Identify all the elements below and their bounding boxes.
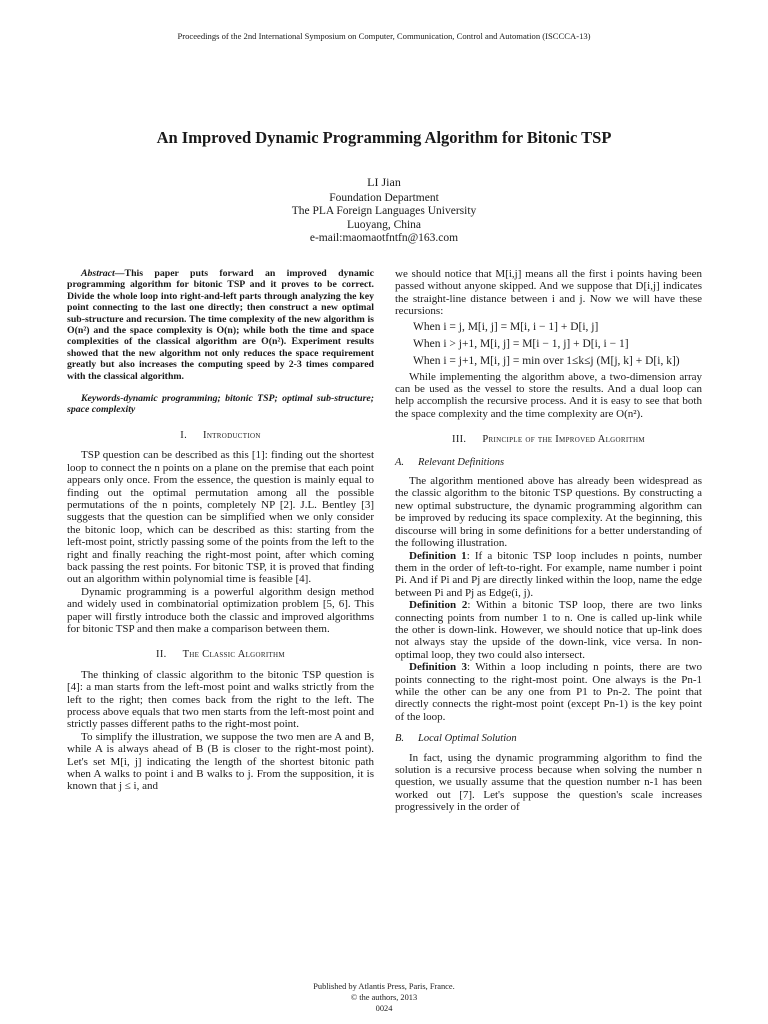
- abstract: [67, 268, 374, 382]
- definition-1-label: Definition 1: [409, 549, 467, 562]
- section-3-heading: [395, 434, 702, 446]
- section-2-paragraph-2: To simplify the illustration, we suppose the two men are A and B, while A is always ahead of B (B is closer to the right-most point). Let's set M[i, j] indicating the length of the shortest bitonic path when A walks to point i and B walks to j. From the supposition, it is known that j ≤ i, and: [67, 730, 374, 793]
- proceedings-header: Proceedings of the 2nd International Symposium on Computer, Communication, Control and Automation (ISCCCA-13): [177, 31, 591, 41]
- recursion-equation-3: When i = j+1, M[i, j] = min over 1≤k≤j (M[j, k] + D[i, k]): [413, 354, 680, 367]
- section-1-number: I.: [180, 429, 188, 441]
- publisher-line: Published by Atlantis Press, Paris, France.: [313, 982, 455, 991]
- definition-2-label: Definition 2: [409, 599, 468, 612]
- subsection-a-heading: [395, 457, 702, 469]
- section-3-paragraph-1: The algorithm mentioned above has already been widespread as the classic algorithm to the bitonic TSP questions. By constructing a new optimal substructure, the dynamic programming algorithm can be improved by reducing its space complexity. At the beginning, this discourse will bring in some definitions for a better understanding of the following illustration.: [395, 475, 702, 550]
- copyright-line: © the authors, 2013: [350, 992, 418, 1002]
- definition-1-text: : If a bitonic TSP loop includes n points, number them in the order of left-to-right. For example, name number i point Pi. And if Pi and Pj are directly linked within the loop, name the edge between Pi and Pj as Edge(i, j).: [395, 549, 702, 599]
- subsection-a-number: A.: [395, 456, 405, 468]
- section-3-title: Principle of the Improved Algorithm: [482, 434, 645, 446]
- right-column: [395, 268, 702, 814]
- abstract-label: Abstract—: [81, 268, 125, 279]
- left-column: [67, 268, 374, 793]
- definition-2-text: : Within a bitonic TSP loop, there are two links connecting points from number 1 to n. One is called up-link while the other is down-link. However, we should notice that up-link does not always stay the upside of the down-link, vice versa. In non-optimal loop, they two could also intersect.: [395, 599, 703, 661]
- author-name: LI Jian: [367, 175, 401, 189]
- section-1-heading: [67, 430, 374, 442]
- continuation-paragraph: we should notice that M[i,j] means all the first i points having been passed without anyone skipped. And we suppose that D[i,j] indicates the straight-line distance between i and j. Now we will have these recursions:: [395, 268, 702, 318]
- definition-2: [395, 599, 702, 661]
- section-1-paragraph-2: Dynamic programming is a powerful algorithm design method and widely used in combinatorial optimization problem [5, 6]. This paper will firstly introduce both the classic and improved algorithms for bitonic TSP and then make a comparison between them.: [67, 585, 374, 635]
- author-organization: The PLA Foreign Languages University: [291, 205, 477, 217]
- recursion-equation-1: When i = j, M[i, j] = M[i, i − 1] + D[i, j]: [413, 320, 599, 333]
- subsection-b-paragraph: In fact, using the dynamic programming algorithm to find the solution is a recursive process because when solving the number n question, we usually assume that the question number n-1 has been worked out [7]. Let's suppose the question's scale increases progressively in the order of: [395, 751, 702, 814]
- page-number: 0024: [375, 1003, 393, 1013]
- definition-3: [395, 661, 702, 723]
- keywords: Keywords-dynamic programming; bitonic TSP; optimal sub-structure; space complexity: [67, 393, 374, 416]
- section-2-number: II.: [156, 649, 167, 661]
- author-city: Luoyang, China: [346, 218, 422, 231]
- page-footer: [0, 982, 768, 1014]
- recursion-equation-2: When i > j+1, M[i, j] = M[i − 1, j] + D[i, i − 1]: [413, 337, 629, 350]
- definition-1: [395, 550, 702, 600]
- section-1-title: Introduction: [203, 429, 261, 441]
- section-1-paragraph-1: TSP question can be described as this [1]: finding out the shortest loop to connect the n points on a plane on the premise that each point appears only once. From the essence, the question is mainly equal to finding out the optimal permutation among all the possible permutations of the n points, completely NP [2]. J.L. Bentley [3] suggests that the question can be simplified when we only consider the bitonic loop, which can be described as this: starting from the left-most point, strictly passing some of the points from the left to the right and finally reaching the right-most point, after which coming back passing the rest points. For bitonic TSP, it is proved that finding out an algorithm within polynomial time is feasible [4].: [67, 449, 374, 586]
- section-2-paragraph-1: The thinking of classic algorithm to the bitonic TSP question is [4]: a man starts from the left-most point and walks strictly from the left to the right; then comes back from the right to the left. The process above equals that two men starts from the left-most point and strictly passes different paths to the right-most point.: [67, 668, 374, 731]
- definition-3-text: : Within a loop including n points, there are two points connecting to the right-most point. One always is the Pn-1 while the other can be any one from P1 to Pn-2. The point that directly connects the right-most point (except Pn-1) is the key point of the loop.: [395, 661, 702, 723]
- author-block: [0, 176, 768, 246]
- definition-3-label: Definition 3: [409, 661, 467, 674]
- subsection-b-heading: [395, 733, 702, 745]
- paper-title: An Improved Dynamic Programming Algorithm for Bitonic TSP: [156, 128, 612, 147]
- section-2-title: The Classic Algorithm: [182, 649, 285, 661]
- section-3-number: III.: [452, 434, 467, 446]
- abstract-text: This paper puts forward an improved dynamic programming algorithm for bitonic TSP and it proves to be correct. Divide the whole loop into right-and-left parts through analyzing the key point connecting to the last one directly; then construct a new optimal sub-structure and recursion. The time complexity of the new algorithm is O(n²) and the space complexity is O(n); while both the time and space complexities of the classical algorithm are O(n²). Experiment results showed that the new algorithm not only reduces the space requirement greatly but also increases the computing speed by 2-3 times compared with the classical algorithm.: [67, 268, 374, 382]
- implementation-paragraph: While implementing the algorithm above, a two-dimension array can be used as the vessel to store the results. And a dual loop can help accomplish the recursive process. And it is easy to see that both the space complexity and the time complexity are O(n²).: [395, 370, 702, 420]
- subsection-a-title: Relevant Definitions: [418, 456, 505, 468]
- author-email: e-mail:maomaotfntfn@163.com: [309, 232, 459, 244]
- author-department: Foundation Department: [329, 191, 439, 204]
- subsection-b-title: Local Optimal Solution: [418, 733, 517, 745]
- subsection-b-number: B.: [395, 733, 405, 745]
- section-2-heading: [67, 649, 374, 661]
